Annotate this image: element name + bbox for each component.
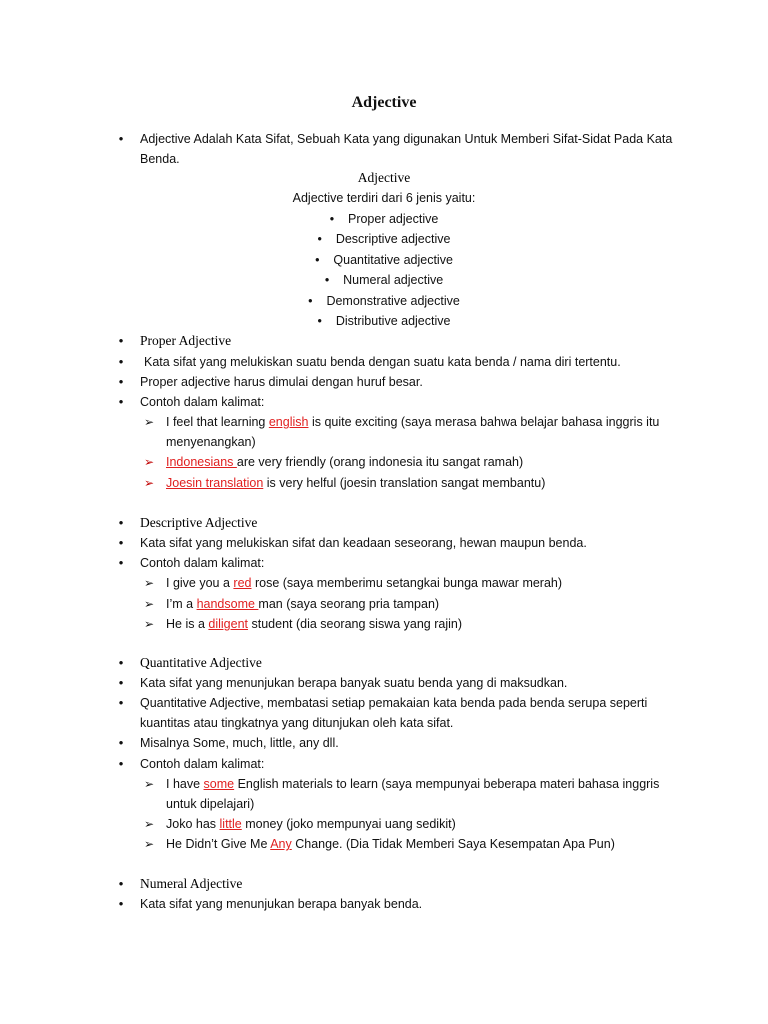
example-text-part: are very friendly (orang indonesia itu sangat ramah) bbox=[236, 455, 524, 469]
section-heading-text: Proper Adjective bbox=[140, 333, 232, 348]
list-item bbox=[0, 754, 768, 774]
list-item-text: Quantitative Adjective, membatasi setiap pemakaian kata benda pada benda serupa seperti bbox=[140, 696, 648, 710]
arrow-bullet-icon: ➢ bbox=[144, 597, 155, 611]
bullet-icon: • bbox=[118, 535, 124, 550]
example-text-part: money (joko mempunyai uang sedikit) bbox=[241, 817, 456, 831]
example-text-part: man (saya seorang pria tampan) bbox=[258, 597, 440, 611]
type-label: Distributive adjective bbox=[335, 314, 451, 328]
type-label: Quantitative adjective bbox=[333, 253, 453, 267]
bullet-icon: • bbox=[118, 131, 124, 146]
example-item bbox=[0, 452, 768, 472]
intro-text-line1: Adjective Adalah Kata Sifat, Sebuah Kata yang digunakan Untuk Memberi Sifat-Sidat Pada Kata bbox=[140, 132, 673, 146]
bullet-icon: • bbox=[118, 756, 124, 771]
bullet-icon: • bbox=[317, 232, 322, 246]
bullet-icon: • bbox=[118, 655, 124, 670]
type-list-item bbox=[0, 311, 768, 331]
example-text-part: He is a bbox=[166, 617, 209, 631]
bullet-icon: • bbox=[118, 695, 124, 710]
bullet-icon: • bbox=[118, 374, 124, 389]
intro-item-cont bbox=[0, 149, 768, 169]
arrow-bullet-icon: ➢ bbox=[144, 415, 155, 429]
list-item-cont bbox=[0, 713, 768, 733]
list-item bbox=[0, 894, 768, 914]
list-item bbox=[0, 693, 768, 713]
center-heading: Adjective bbox=[357, 170, 411, 185]
list-item-text: Kata sifat yang menunjukan berapa banyak benda. bbox=[140, 897, 423, 911]
example-text bbox=[166, 834, 615, 854]
example-text-part: Joko has bbox=[166, 817, 220, 831]
section-heading-descriptive bbox=[0, 513, 768, 533]
list-item-text: kuantitas atau tingkatnya yang ditunjukan oleh kata sifat. bbox=[140, 716, 454, 730]
example-item-cont bbox=[0, 432, 768, 452]
list-item-text: Kata sifat yang melukiskan suatu benda dengan suatu kata benda / nama diri tertentu. bbox=[144, 355, 621, 369]
list-item bbox=[0, 533, 768, 553]
type-label: Numeral adjective bbox=[343, 273, 444, 287]
type-list-item bbox=[0, 229, 768, 249]
list-item-text: Kata sifat yang melukiskan sifat dan keadaan seseorang, hewan maupun benda. bbox=[140, 536, 587, 550]
example-item bbox=[0, 814, 768, 834]
page-title: Adjective bbox=[351, 94, 417, 111]
example-text-part: I give you a bbox=[166, 576, 234, 590]
type-list-item bbox=[0, 250, 768, 270]
list-item-text: Proper adjective harus dimulai dengan huruf besar. bbox=[140, 375, 423, 389]
highlighted-word: some bbox=[203, 777, 235, 791]
example-item bbox=[0, 594, 768, 614]
example-text-part: I’m a bbox=[166, 597, 197, 611]
section-heading-numeral bbox=[0, 874, 768, 894]
list-item bbox=[0, 392, 768, 412]
example-text bbox=[166, 814, 456, 834]
example-text bbox=[166, 774, 659, 794]
example-text-part: English materials to learn (saya mempunyai beberapa materi bahasa inggris bbox=[234, 777, 660, 791]
section-heading-text: Descriptive Adjective bbox=[140, 515, 258, 530]
example-text-part: is very helful (joesin translation sangat membantu) bbox=[263, 476, 546, 490]
example-text bbox=[166, 412, 659, 432]
arrow-bullet-icon: ➢ bbox=[144, 455, 155, 469]
bullet-icon: • bbox=[308, 294, 313, 308]
bullet-icon: • bbox=[118, 675, 124, 690]
example-text bbox=[166, 573, 562, 593]
highlighted-word: handsome bbox=[196, 597, 259, 611]
bullet-icon: • bbox=[118, 515, 124, 530]
arrow-bullet-icon: ➢ bbox=[144, 777, 155, 791]
arrow-bullet-icon: ➢ bbox=[144, 837, 155, 851]
highlighted-word: little bbox=[219, 817, 242, 831]
list-item bbox=[0, 733, 768, 753]
example-item bbox=[0, 834, 768, 854]
bullet-icon: • bbox=[118, 876, 124, 891]
list-item bbox=[0, 352, 768, 372]
list-item-text: Contoh dalam kalimat: bbox=[140, 395, 265, 409]
list-item bbox=[0, 673, 768, 693]
example-text-part: student (dia seorang siswa yang rajin) bbox=[248, 617, 463, 631]
intro-item bbox=[0, 129, 768, 149]
example-text: menyenangkan) bbox=[166, 435, 256, 449]
type-label: Descriptive adjective bbox=[335, 232, 451, 246]
highlighted-word: Joesin translation bbox=[166, 476, 264, 490]
type-label: Proper adjective bbox=[347, 212, 439, 226]
list-item-text: Contoh dalam kalimat: bbox=[140, 757, 265, 771]
bullet-icon: • bbox=[329, 212, 335, 226]
example-text-part: I have bbox=[166, 777, 204, 791]
highlighted-word: red bbox=[233, 576, 252, 590]
section-heading-text: Quantitative Adjective bbox=[140, 655, 262, 670]
example-text bbox=[166, 594, 439, 614]
highlighted-word: english bbox=[268, 415, 309, 429]
example-text-part: rose (saya memberimu setangkai bunga mawar merah) bbox=[251, 576, 563, 590]
example-item-cont bbox=[0, 794, 768, 814]
list-item-text: Contoh dalam kalimat: bbox=[140, 556, 265, 570]
highlighted-word: Any bbox=[270, 837, 292, 851]
arrow-bullet-icon: ➢ bbox=[144, 817, 155, 831]
section-heading-quantitative bbox=[0, 653, 768, 673]
intro-text-line2: Benda. bbox=[140, 152, 180, 166]
arrow-bullet-icon: ➢ bbox=[144, 617, 155, 631]
bullet-icon: • bbox=[118, 394, 124, 409]
example-item bbox=[0, 573, 768, 593]
center-subtitle: Adjective terdiri dari 6 jenis yaitu: bbox=[292, 191, 476, 205]
section-heading-text: Numeral Adjective bbox=[140, 876, 243, 891]
type-list-item bbox=[0, 270, 768, 290]
example-text bbox=[166, 614, 462, 634]
list-item bbox=[0, 553, 768, 573]
bullet-icon: • bbox=[118, 735, 124, 750]
example-item bbox=[0, 614, 768, 634]
arrow-bullet-icon: ➢ bbox=[144, 576, 155, 590]
highlighted-word: Indonesians bbox=[166, 455, 237, 469]
example-text-part: Change. (Dia Tidak Memberi Saya Kesempatan Apa Pun) bbox=[291, 837, 615, 851]
bullet-icon: • bbox=[118, 555, 124, 570]
bullet-icon: • bbox=[118, 354, 124, 369]
list-item-text: Misalnya Some, much, little, any dll. bbox=[140, 736, 339, 750]
bullet-icon: • bbox=[324, 273, 330, 287]
type-list-item bbox=[0, 209, 768, 229]
highlighted-word: diligent bbox=[208, 617, 249, 631]
list-item bbox=[0, 372, 768, 392]
section-heading-proper bbox=[0, 331, 768, 351]
example-item bbox=[0, 774, 768, 794]
example-text-part: He Didn’t Give Me bbox=[166, 837, 271, 851]
example-text: untuk dipelajari) bbox=[166, 797, 255, 811]
type-label: Demonstrative adjective bbox=[326, 294, 460, 308]
bullet-icon: • bbox=[118, 896, 124, 911]
example-text bbox=[166, 452, 523, 472]
example-item bbox=[0, 412, 768, 432]
arrow-bullet-icon: ➢ bbox=[144, 476, 155, 490]
list-item-text: Kata sifat yang menunjukan berapa banyak suatu benda yang di maksudkan. bbox=[140, 676, 568, 690]
type-list-item bbox=[0, 291, 768, 311]
bullet-icon: • bbox=[317, 314, 322, 328]
example-item bbox=[0, 473, 768, 493]
example-text bbox=[166, 473, 545, 493]
example-text-part: I feel that learning bbox=[166, 415, 269, 429]
bullet-icon: • bbox=[118, 333, 124, 348]
example-text-part: is quite exciting (saya merasa bahwa belajar bahasa inggris itu bbox=[308, 415, 660, 429]
bullet-icon: • bbox=[315, 253, 320, 267]
